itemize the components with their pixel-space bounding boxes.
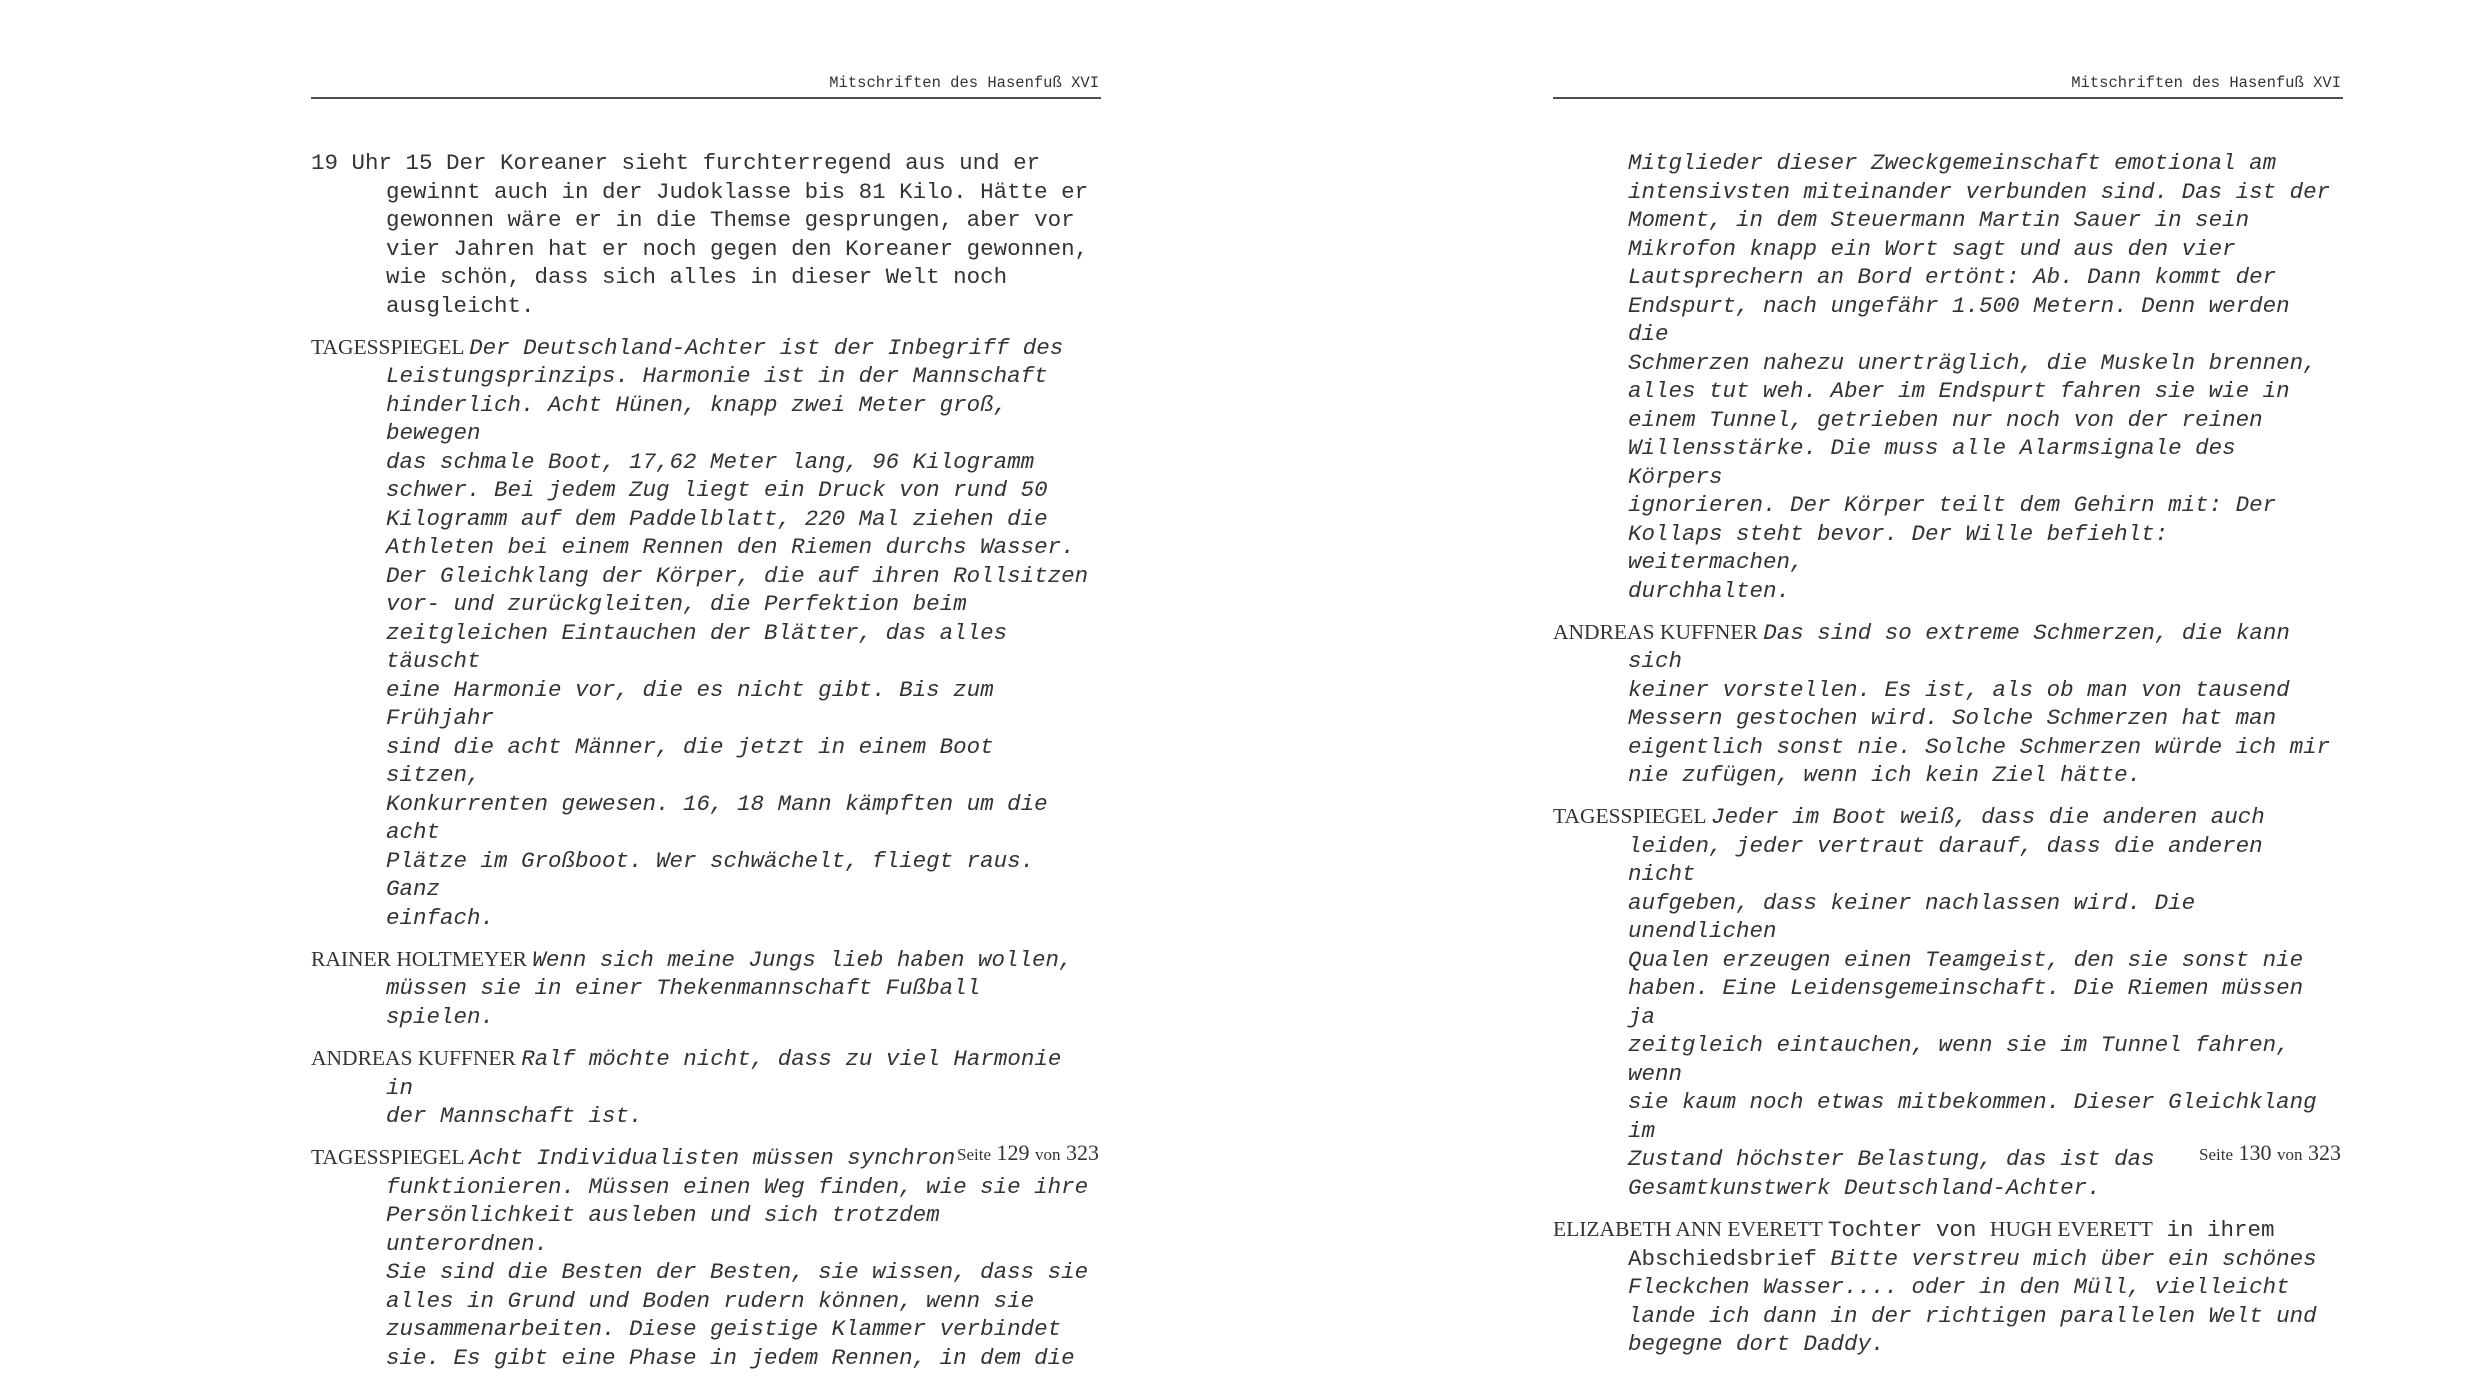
speaker-name: ANDREAS KUFFNER — [1553, 619, 1764, 644]
header-rule — [1553, 97, 2343, 99]
quote-text: einem Tunnel, getrieben nur noch von der reinen — [1628, 406, 2263, 433]
right-page — [1553, 0, 2343, 1358]
quote-text: durchhalten. — [1628, 577, 1791, 604]
quote-text: Lautsprechern an Bord ertönt: Ab. Dann kommt der — [1628, 264, 2277, 290]
quote-text: Athleten bei einem Rennen den Riemen durchs Wasser. — [386, 534, 1075, 561]
speaker-name: RAINER HOLTMEYER — [311, 946, 533, 971]
quote-text: ignorieren. Der Körper teilt dem Gehirn mit: Der — [1628, 492, 2277, 518]
quote-text: funktionieren. Müssen einen Weg finden, wie sie ihre — [386, 1173, 1089, 1200]
header-rule — [311, 97, 1101, 99]
speaker-name: HUGH EVERETT — [1989, 1217, 2153, 1242]
quote-text: Acht Individualisten müssen synchron — [469, 1145, 956, 1172]
quote-text: begegne dort Daddy. — [1628, 1331, 1885, 1358]
quote-text: zeitgleichen Eintauchen der Blätter, das alles täuscht — [386, 619, 1008, 675]
speaker-name: TAGESSPIEGEL — [1553, 804, 1712, 829]
running-header: Mitschriften des Hasenfuß XVI — [829, 74, 1099, 92]
paragraph-continued — [1553, 149, 2343, 605]
quote-text: intensivsten miteinander verbunden sind. Das ist der — [1628, 178, 2331, 205]
quote-text: lande ich dann in der richtigen parallelen Welt und — [1628, 1302, 2317, 1329]
page-number-value: 129 — [996, 1140, 1030, 1165]
plain-text: ausgleicht. — [386, 292, 535, 319]
quote-text: zeitgleich eintauchen, wenn sie im Tunnel fahren, wenn — [1628, 1032, 2290, 1087]
quote-text: sie. Es gibt eine Phase in jedem Rennen, in dem die — [386, 1344, 1075, 1371]
quote-text: Endspurt, nach ungefähr 1.500 Metern. Denn werden die — [1628, 292, 2290, 347]
page-label: Seite — [2199, 1145, 2233, 1164]
running-header: Mitschriften des Hasenfuß XVI — [2071, 74, 2341, 92]
plain-text: Tochter von — [1827, 1217, 1990, 1244]
page-of-label: von — [1035, 1145, 1061, 1164]
page-body — [311, 149, 1101, 1385]
quote-text: der Mannschaft ist. — [386, 1103, 643, 1130]
page-label: Seite — [957, 1145, 991, 1164]
page-total-value: 323 — [2308, 1140, 2341, 1165]
quote-text: Persönlichkeit ausleben und sich trotzdem unterordnen. — [386, 1202, 940, 1257]
paragraph — [311, 1044, 1101, 1131]
quote-text: Wenn sich meine Jungs lieb haben wollen, — [532, 946, 1073, 973]
quote-text: Mitglieder dieser Zweckgemeinschaft emotional am — [1628, 150, 2277, 176]
quote-text: Messern gestochen wird. Solche Schmerzen hat man — [1628, 705, 2277, 732]
speaker-name: ELIZABETH ANN EVERETT — [1553, 1217, 1828, 1242]
quote-text: Fleckchen Wasser.... oder in den Müll, vielleicht — [1628, 1274, 2290, 1301]
quote-text: Der Deutschland-Achter ist der Inbegriff des — [469, 334, 1064, 361]
plain-text: vier Jahren hat er noch gegen den Koreaner gewonnen, — [386, 235, 1089, 262]
quote-text: einfach. — [386, 904, 495, 931]
quote-text: Kilogramm auf dem Paddelblatt, 220 Mal ziehen die — [386, 505, 1048, 532]
plain-text: gewonnen wäre er in die Themse gesprungen, aber vor — [386, 207, 1075, 233]
plain-text: 19 Uhr 15 Der Koreaner sieht furchterregend aus und er — [311, 150, 1041, 176]
paragraph — [311, 1143, 1101, 1372]
quote-text: eigentlich sonst nie. Solche Schmerzen würde ich mir — [1628, 733, 2331, 760]
paragraph — [311, 333, 1101, 933]
quote-text: Leistungsprinzips. Harmonie ist in der Mannschaft — [386, 363, 1048, 390]
paragraph — [311, 149, 1101, 320]
quote-text: Ralf möchte nicht, dass zu viel Harmonie in — [386, 1046, 1062, 1101]
quote-text: vor- und zurückgleiten, die Perfektion beim — [386, 591, 967, 618]
plain-text: in ihrem — [2152, 1217, 2275, 1244]
quote-text: Gesamtkunstwerk Deutschland-Achter. — [1628, 1174, 2101, 1201]
quote-text: Zustand höchster Belastung, das ist das — [1628, 1146, 2155, 1173]
quote-text: Konkurrenten gewesen. 16, 18 Mann kämpften um die acht — [386, 790, 1048, 846]
quote-text: Der Gleichklang der Körper, die auf ihren Rollsitzen — [386, 562, 1089, 589]
page-number — [957, 1140, 1099, 1166]
speaker-name: TAGESSPIEGEL — [311, 1145, 470, 1170]
plain-text: gewinnt auch in der Judoklasse bis 81 Kilo. Hätte er — [386, 178, 1089, 205]
quote-text: nie zufügen, wenn ich kein Ziel hätte. — [1628, 762, 2142, 789]
quote-text: haben. Eine Leidensgemeinschaft. Die Riemen müssen ja — [1628, 975, 2304, 1030]
paragraph — [1553, 1215, 2343, 1359]
page-number — [2199, 1140, 2341, 1166]
quote-text: Jeder im Boot weiß, dass die anderen auch — [1711, 804, 2265, 831]
quote-text: keiner vorstellen. Es ist, als ob man von tausend — [1628, 676, 2290, 703]
quote-text: zusammenarbeiten. Diese geistige Klammer verbindet — [386, 1316, 1062, 1343]
quote-text: Moment, in dem Steuermann Martin Sauer in sein — [1628, 207, 2250, 233]
quote-text: Mikrofon knapp ein Wort sagt und aus den vier — [1628, 235, 2236, 262]
quote-text: hinderlich. Acht Hünen, knapp zwei Meter groß, bewegen — [386, 391, 1008, 447]
speaker-name: TAGESSPIEGEL — [311, 334, 470, 359]
speaker-name: ANDREAS KUFFNER — [311, 1046, 522, 1071]
left-page — [311, 0, 1101, 1371]
quote-text: Schmerzen nahezu unerträglich, die Muskeln brennen, — [1628, 349, 2317, 376]
page-number-value: 130 — [2238, 1140, 2272, 1165]
quote-text: müssen sie in einer Thekenmannschaft Fußball spielen. — [386, 975, 981, 1030]
quote-text: Bitte verstreu mich über ein schönes — [1830, 1245, 2317, 1272]
quote-text: eine Harmonie vor, die es nicht gibt. Bis zum Frühjahr — [386, 676, 994, 732]
page-total-value: 323 — [1066, 1140, 1099, 1165]
page-of-label: von — [2277, 1145, 2303, 1164]
quote-text: Kollaps steht bevor. Der Wille befiehlt: weitermachen, — [1628, 520, 2169, 575]
quote-text: aufgeben, dass keiner nachlassen wird. Die unendlichen — [1628, 889, 2196, 945]
quote-text: Plätze im Großboot. Wer schwächelt, fliegt raus. Ganz — [386, 847, 1035, 903]
quote-text: sie kaum noch etwas mitbekommen. Dieser Gleichklang im — [1628, 1089, 2317, 1144]
quote-text: schwer. Bei jedem Zug liegt ein Druck von rund 50 — [386, 477, 1048, 504]
quote-text: das schmale Boot, 17,62 Meter lang, 96 Kilogramm — [386, 448, 1035, 475]
quote-text: leiden, jeder vertraut darauf, dass die anderen nicht — [1628, 832, 2263, 888]
paragraph — [311, 945, 1101, 1032]
quote-text: sind die acht Männer, die jetzt in einem Boot sitzen, — [386, 733, 994, 789]
plain-text: Abschiedsbrief — [1628, 1245, 1831, 1272]
quote-text: Das sind so extreme Schmerzen, die kann sich — [1628, 619, 2290, 675]
quote-text: alles in Grund und Boden rudern können, wenn sie — [386, 1287, 1035, 1314]
page-body — [1553, 149, 2343, 1371]
paragraph — [1553, 618, 2343, 790]
quote-text: Qualen erzeugen einen Teamgeist, den sie sonst nie — [1628, 946, 2304, 973]
plain-text: wie schön, dass sich alles in dieser Welt noch — [386, 264, 1008, 290]
quote-text: alles tut weh. Aber im Endspurt fahren sie wie in — [1628, 378, 2290, 404]
quote-text: Sie sind die Besten der Besten, sie wissen, dass sie — [386, 1259, 1089, 1286]
quote-text: Willensstärke. Die muss alle Alarmsignale des Körpers — [1628, 435, 2236, 490]
